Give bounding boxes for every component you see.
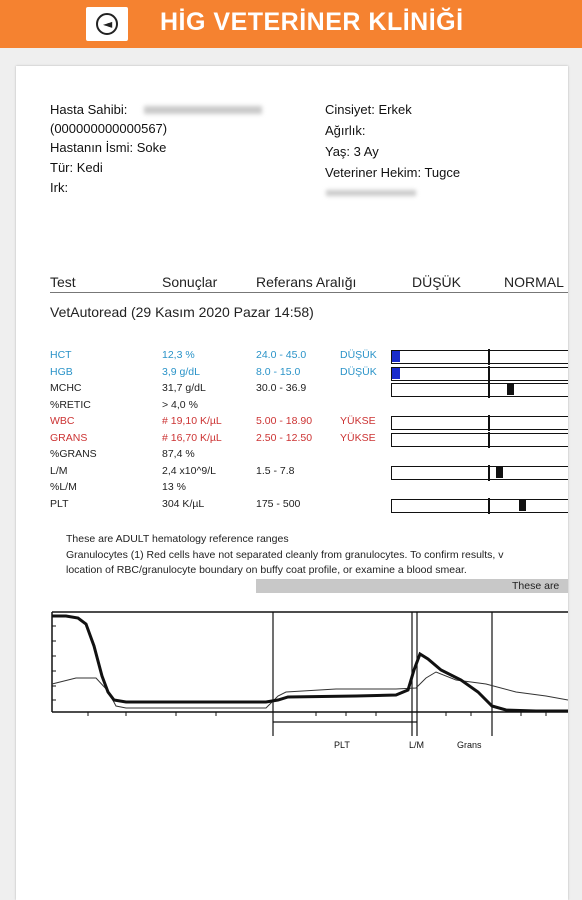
result-range: 1.5 - 7.8 [256, 465, 295, 477]
redacted-owner-name [144, 106, 262, 114]
result-value: > 4,0 % [162, 399, 198, 411]
breed: Irk: [50, 180, 69, 195]
histogram-curve-thick [52, 616, 568, 711]
result-test: HGB [50, 366, 73, 378]
result-value: # 19,10 K/µL [162, 415, 222, 427]
result-test: L/M [50, 465, 68, 477]
pet-name: Hastanın İsmi: Soke [50, 140, 167, 155]
result-flag: YÜKSE [340, 432, 376, 444]
gauge-marker [496, 467, 503, 478]
result-gauge [391, 416, 568, 430]
result-test: %GRANS [50, 448, 97, 460]
result-range: 8.0 - 15.0 [256, 366, 301, 378]
app-title: HİG VETERİNER KLİNİĞİ [160, 8, 464, 36]
result-test: %L/M [50, 481, 77, 493]
band-text: These are [512, 580, 560, 592]
result-range: 175 - 500 [256, 498, 301, 510]
result-value: # 16,70 K/µL [162, 432, 222, 444]
gauge-marker [507, 384, 514, 395]
weight: Ağırlık: [325, 123, 366, 138]
species: Tür: Kedi [50, 160, 103, 175]
note-line-1: These are ADULT hematology reference ranges [66, 533, 289, 545]
result-test: HCT [50, 349, 72, 361]
gauge-divider [488, 415, 490, 431]
result-gauge [391, 466, 568, 480]
result-test: GRANS [50, 432, 88, 444]
grey-band [256, 579, 568, 593]
result-flag: DÜŞÜK [340, 366, 377, 378]
result-value: 87,4 % [162, 448, 195, 460]
result-gauge [391, 433, 568, 447]
age: Yaş: 3 Ay [325, 144, 379, 159]
result-gauge [391, 350, 568, 364]
note-line-3: location of RBC/granulocyte boundary on buffy coat profile, or examine a blood smear. [66, 564, 467, 576]
col-low: DÜŞÜK [412, 274, 462, 290]
app-header [0, 0, 582, 48]
owner-id: (000000000000567) [50, 121, 168, 136]
report-document [16, 66, 568, 900]
result-test: %RETIC [50, 399, 91, 411]
result-gauge [391, 499, 568, 513]
result-value: 31,7 g/dL [162, 382, 206, 394]
owner-label: Hasta Sahibi: [50, 102, 128, 117]
gauge-divider [488, 366, 490, 382]
note-line-2: Granulocytes (1) Red cells have not separated cleanly from granulocytes. To confirm results, v [66, 549, 504, 561]
header-divider [50, 292, 568, 293]
col-normal: NORMAL [504, 274, 564, 290]
gauge-divider [488, 349, 490, 365]
vet: Veteriner Hekim: Tugce [325, 165, 461, 180]
result-gauge [391, 367, 568, 381]
gauge-divider [488, 382, 490, 398]
result-test: MCHC [50, 382, 82, 394]
back-arrow-circle-icon: ◄ [96, 13, 118, 35]
result-range: 24.0 - 45.0 [256, 349, 307, 361]
result-range: 5.00 - 18.90 [256, 415, 313, 427]
hist-label-grans: Grans [457, 740, 482, 750]
result-test: WBC [50, 415, 75, 427]
col-results: Sonuçlar [162, 274, 218, 290]
sex: Cinsiyet: Erkek [325, 102, 412, 117]
result-test: PLT [50, 498, 69, 510]
gauge-low-marker [392, 368, 400, 379]
result-value: 2,4 x10^9/L [162, 465, 216, 477]
gauge-divider [488, 498, 490, 514]
cell-histogram [16, 596, 568, 766]
gauge-marker [519, 500, 526, 511]
col-test: Test [50, 274, 76, 290]
result-flag: YÜKSE [340, 415, 376, 427]
gauge-divider [488, 432, 490, 448]
result-value: 13 % [162, 481, 186, 493]
result-range: 30.0 - 36.9 [256, 382, 307, 394]
result-value: 12,3 % [162, 349, 195, 361]
analyzer-line: VetAutoread (29 Kasım 2020 Pazar 14:58) [50, 304, 314, 320]
histogram-frame [52, 612, 568, 736]
gauge-divider [488, 465, 490, 481]
result-flag: DÜŞÜK [340, 349, 377, 361]
gauge-low-marker [392, 351, 400, 362]
hist-label-plt: PLT [334, 740, 350, 750]
hist-label-lm: L/M [409, 740, 425, 750]
back-button[interactable] [86, 7, 128, 41]
result-range: 2.50 - 12.50 [256, 432, 313, 444]
redacted-line [326, 190, 416, 196]
result-gauge [391, 383, 568, 397]
result-value: 3,9 g/dL [162, 366, 200, 378]
result-value: 304 K/µL [162, 498, 205, 510]
col-range: Referans Aralığı [256, 274, 357, 290]
